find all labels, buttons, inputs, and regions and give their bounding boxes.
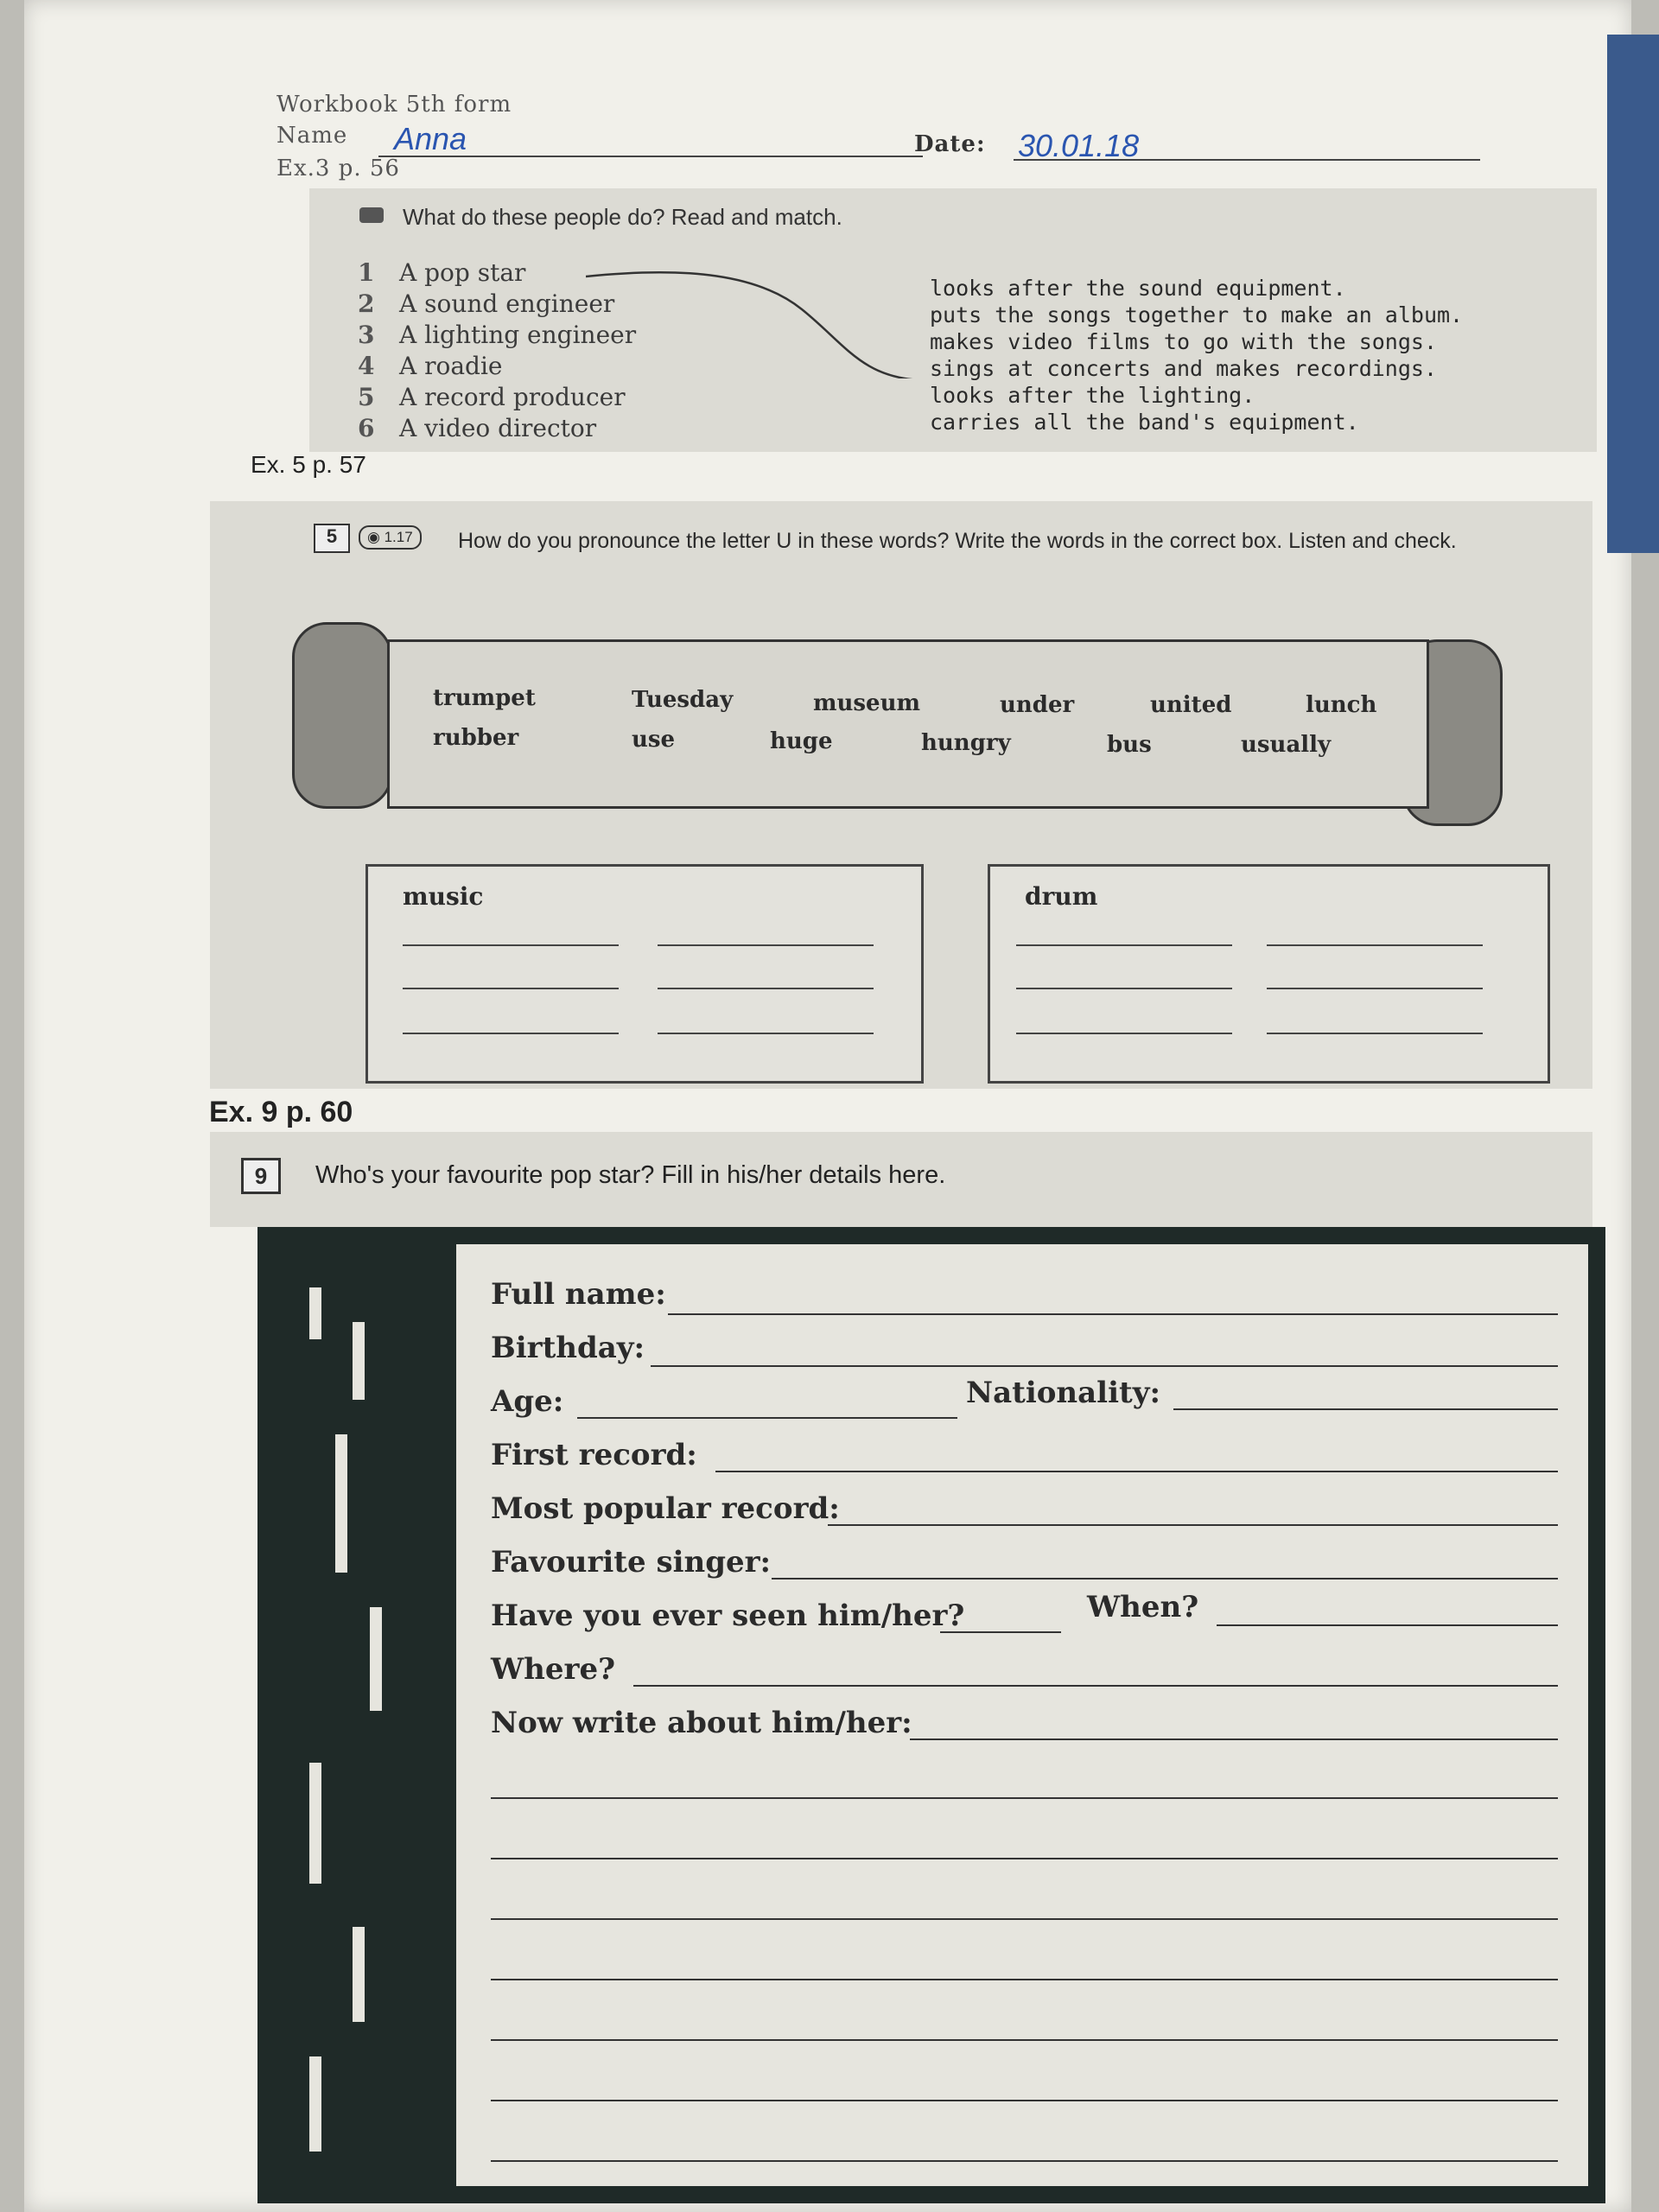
date-value[interactable]: 30.01.18 — [1018, 128, 1140, 163]
card-decoration — [309, 1763, 321, 1884]
writing-line[interactable] — [491, 2160, 1558, 2162]
person-item: 4 A roadie — [358, 352, 503, 380]
answer-blank[interactable] — [1267, 944, 1483, 946]
definition-item: puts the songs together to make an album. — [930, 302, 1464, 327]
birthday-line[interactable] — [651, 1365, 1558, 1367]
ex5-instruction: How do you pronounce the letter U in these words? Write the words in the correct box. Listen and check. — [458, 529, 1457, 553]
ex5-number: 5 — [314, 524, 350, 553]
name-label: Name — [276, 123, 348, 149]
scroll-left-end — [292, 622, 392, 809]
word: lunch — [1306, 692, 1377, 718]
ex9-header-panel — [210, 1132, 1592, 1227]
person-item: 5 A record producer — [358, 383, 626, 411]
where-line[interactable] — [633, 1685, 1558, 1687]
most-popular-record-line[interactable] — [828, 1524, 1558, 1526]
favourite-singer-label: Favourite singer: — [491, 1545, 772, 1580]
when-line[interactable] — [1217, 1624, 1558, 1626]
word: trumpet — [433, 685, 536, 711]
ex3-instruction: What do these people do? Read and match. — [403, 204, 842, 230]
writing-line[interactable] — [491, 1858, 1558, 1859]
ex9-instruction: Who's your favourite pop star? Fill in his/her details here. — [315, 1161, 946, 1189]
word: Tuesday — [632, 687, 734, 713]
where-label: Where? — [491, 1652, 616, 1687]
card-decoration — [335, 1434, 347, 1573]
writing-line[interactable] — [491, 1797, 1558, 1799]
date-label: Date: — [914, 131, 986, 157]
drum-box — [988, 864, 1550, 1084]
music-box — [365, 864, 924, 1084]
word: under — [1000, 692, 1075, 718]
writing-line[interactable] — [491, 1979, 1558, 1980]
first-record-line[interactable] — [715, 1471, 1558, 1472]
answer-blank[interactable] — [1016, 944, 1232, 946]
answer-blank[interactable] — [1267, 988, 1483, 989]
ex5-page-label: Ex. 5 p. 57 — [251, 451, 366, 478]
answer-blank[interactable] — [658, 1033, 874, 1034]
word: rubber — [433, 725, 519, 751]
nationality-label: Nationality: — [966, 1376, 1161, 1410]
definition-item: sings at concerts and makes recordings. — [930, 356, 1437, 381]
answer-blank[interactable] — [403, 944, 619, 946]
writing-line[interactable] — [491, 2100, 1558, 2101]
card-decoration — [370, 1607, 382, 1711]
bullet-icon — [359, 207, 384, 223]
write-about-line[interactable] — [910, 1738, 1558, 1740]
answer-blank[interactable] — [403, 1033, 619, 1034]
definition-item: carries all the band's equipment. — [930, 410, 1359, 435]
ex9-number: 9 — [241, 1158, 281, 1194]
definition-item: looks after the sound equipment. — [930, 276, 1346, 301]
writing-line[interactable] — [491, 2039, 1558, 2041]
word: huge — [770, 728, 833, 754]
name-value[interactable]: Anna — [394, 121, 467, 156]
favourite-singer-line[interactable] — [772, 1578, 1558, 1580]
card-form — [456, 1244, 1588, 2186]
answer-blank[interactable] — [658, 944, 874, 946]
person-item: 3 A lighting engineer — [358, 321, 637, 349]
full-name-label: Full name: — [491, 1277, 666, 1312]
nationality-line[interactable] — [1173, 1408, 1558, 1410]
answer-blank[interactable] — [1016, 1033, 1232, 1034]
word: museum — [813, 690, 921, 716]
person-item: 2 A sound engineer — [358, 289, 615, 318]
workbook-title: Workbook 5th form — [276, 92, 512, 118]
music-box-title: music — [403, 882, 484, 911]
answer-blank[interactable] — [1267, 1033, 1483, 1034]
pop-star-card — [257, 1227, 1605, 2203]
write-about-label: Now write about him/her: — [491, 1706, 912, 1740]
birthday-label: Birthday: — [491, 1331, 645, 1365]
word: hungry — [921, 730, 1011, 756]
card-decoration — [353, 1927, 365, 2022]
definitions-list — [930, 275, 1463, 435]
when-label: When? — [1087, 1590, 1199, 1624]
person-item: 6 A video director — [358, 414, 597, 442]
word: usually — [1241, 732, 1332, 758]
seen-line[interactable] — [940, 1631, 1061, 1633]
writing-line[interactable] — [491, 1918, 1558, 1920]
definition-item: looks after the lighting. — [930, 383, 1255, 408]
definition-item: makes video films to go with the songs. — [930, 329, 1437, 354]
person-item: 1 A pop star — [358, 258, 526, 287]
card-decoration — [309, 1287, 321, 1339]
drum-box-title: drum — [1025, 882, 1098, 911]
word-scroll — [387, 639, 1429, 809]
ex9-page-label: Ex. 9 p. 60 — [209, 1096, 353, 1128]
most-popular-record-label: Most popular record: — [491, 1491, 840, 1526]
audio-track-badge: ◉ 1.17 — [359, 525, 422, 550]
card-decoration — [353, 1322, 365, 1400]
word: united — [1150, 692, 1232, 718]
seen-label: Have you ever seen him/her? — [491, 1599, 965, 1633]
blue-binder-edge — [1607, 35, 1659, 553]
age-label: Age: — [491, 1384, 564, 1419]
first-record-label: First record: — [491, 1438, 697, 1472]
answer-blank[interactable] — [1016, 988, 1232, 989]
word: bus — [1107, 732, 1152, 758]
ex3-panel — [309, 188, 1597, 452]
worksheet-page — [24, 0, 1631, 2212]
word: use — [632, 727, 676, 753]
card-decoration — [309, 2056, 321, 2152]
ex3-page-label: Ex.3 p. 56 — [276, 156, 400, 181]
full-name-line[interactable] — [668, 1313, 1558, 1315]
play-icon: ◉ — [367, 529, 380, 545]
answer-blank[interactable] — [658, 988, 874, 989]
age-line[interactable] — [577, 1417, 957, 1419]
answer-blank[interactable] — [403, 988, 619, 989]
